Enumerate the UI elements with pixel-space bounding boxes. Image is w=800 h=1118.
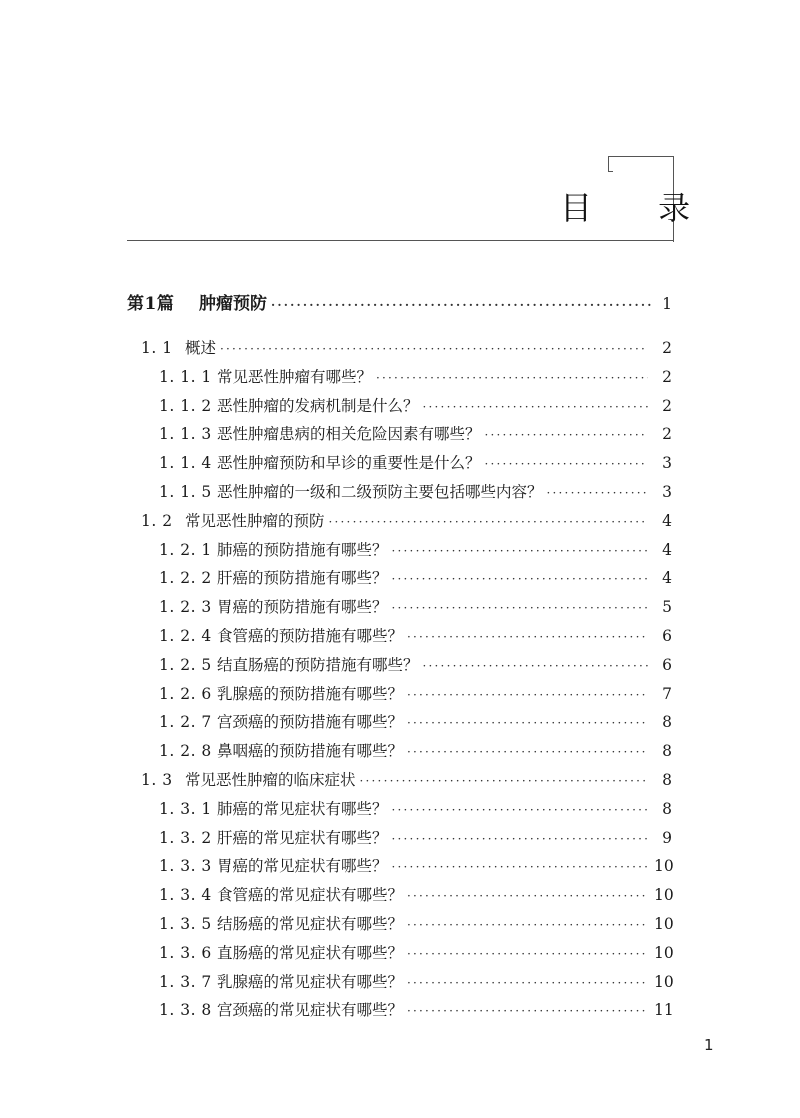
toc-entry-number: 1. 1. 4: [159, 454, 212, 472]
toc-page-number: 10: [654, 857, 674, 875]
toc-entry-label: 常见恶性肿瘤的预防: [185, 512, 325, 530]
toc-page-number: 4: [662, 569, 672, 587]
toc-part-label: 肿瘤预防: [199, 294, 267, 314]
toc-entry-label: 直肠癌的常见症状有哪些？: [217, 944, 404, 962]
toc-entry-number: 1. 3. 2: [159, 829, 212, 847]
toc-page-number: 6: [662, 656, 672, 674]
toc-entry-number: 1. 3. 3: [159, 857, 212, 875]
toc-entry-number: 1. 2. 4: [159, 627, 212, 645]
toc-leader-dots: [271, 293, 652, 317]
toc-subsection-entry[interactable]: [159, 480, 672, 504]
toc-leader-dots: [407, 740, 648, 764]
toc-leader-dots: [407, 884, 648, 908]
toc-page-number: 1: [662, 295, 672, 313]
toc-section-entry[interactable]: [141, 336, 672, 360]
toc-page-number: 4: [662, 512, 672, 530]
toc-entry-number: 1. 3. 6: [159, 944, 212, 962]
toc-entry-number: 1. 2. 2: [159, 569, 212, 587]
toc-subsection-entry[interactable]: [159, 826, 672, 850]
toc-entry-label: 结直肠癌的预防措施有哪些？: [217, 656, 419, 674]
toc-page-number: 2: [662, 368, 672, 386]
toc-page-number: 8: [662, 800, 672, 818]
toc-subsection-entry[interactable]: [159, 941, 672, 965]
toc-leader-dots: [392, 567, 648, 591]
toc-subsection-entry[interactable]: [159, 739, 672, 763]
toc-subsection-entry[interactable]: [159, 710, 672, 734]
toc-entry-label: 结肠癌的常见症状有哪些？: [217, 915, 404, 933]
toc-page-number: 7: [662, 685, 672, 703]
toc-leader-dots: [407, 683, 648, 707]
toc-entry-label: 恶性肿瘤的发病机制是什么？: [217, 397, 419, 415]
toc-page-number: 2: [662, 339, 672, 357]
toc-leader-dots: [407, 711, 648, 735]
toc-leader-dots: [392, 596, 648, 620]
toc-entry-label: 恶性肿瘤预防和早诊的重要性是什么？: [217, 454, 481, 472]
toc-entry-label: 常见恶性肿瘤有哪些？: [217, 368, 373, 386]
toc-entry-label: 食管癌的常见症状有哪些？: [217, 886, 404, 904]
toc-subsection-entry[interactable]: [159, 451, 672, 475]
toc-subsection-entry[interactable]: [159, 854, 672, 878]
toc-entry-label: 肝癌的常见症状有哪些？: [217, 829, 388, 847]
toc-leader-dots: [407, 625, 648, 649]
toc-page-number: 9: [662, 829, 672, 847]
toc-page-number: 10: [654, 973, 674, 991]
toc-entry-label: 乳腺癌的预防措施有哪些？: [217, 685, 404, 703]
title-frame-corner: [608, 156, 609, 172]
toc-entry-number: 1. 3. 5: [159, 915, 212, 933]
toc-entry-number: 1. 1. 2: [159, 397, 212, 415]
toc-subsection-entry[interactable]: [159, 998, 672, 1022]
toc-leader-dots: [407, 913, 648, 937]
title-frame-corner-mark: [608, 171, 613, 172]
toc-subsection-entry[interactable]: [159, 394, 672, 418]
toc-entry-number: 1. 1. 3: [159, 425, 212, 443]
toc-entry-label: 胃癌的常见症状有哪些？: [217, 857, 388, 875]
toc-page-number: 8: [662, 742, 672, 760]
toc-entry-number: 1. 2: [141, 512, 173, 530]
toc-page-number: 11: [654, 1001, 674, 1019]
toc-entry-label: 宫颈癌的预防措施有哪些？: [217, 713, 404, 731]
toc-subsection-entry[interactable]: [159, 883, 672, 907]
toc-entry-number: 1. 1. 5: [159, 483, 212, 501]
toc-entry-number: 1. 3. 7: [159, 973, 212, 991]
toc-entry-label: 恶性肿瘤患病的相关危险因素有哪些？: [217, 425, 481, 443]
toc-leader-dots: [392, 539, 648, 563]
toc-leader-dots: [392, 827, 648, 851]
toc-page-number: 2: [662, 425, 672, 443]
toc-leader-dots: [407, 999, 648, 1023]
page-folio: 1: [704, 1036, 714, 1054]
toc-entry-label: 常见恶性肿瘤的临床症状: [185, 771, 356, 789]
toc-subsection-entry[interactable]: [159, 912, 672, 936]
toc-entry-number: 1. 3. 1: [159, 800, 212, 818]
toc-entry-label: 乳腺癌的常见症状有哪些？: [217, 973, 404, 991]
toc-page-number: 3: [662, 454, 672, 472]
toc-leader-dots: [485, 452, 648, 476]
toc-page-number: 10: [654, 915, 674, 933]
toc-section-entry[interactable]: [141, 768, 672, 792]
toc-page-number: 5: [662, 598, 672, 616]
toc-entry-label: 鼻咽癌的预防措施有哪些？: [217, 742, 404, 760]
toc-entry-label: 概述: [185, 339, 217, 357]
toc-subsection-entry[interactable]: [159, 566, 672, 590]
toc-entry-number: 1. 3: [141, 771, 173, 789]
toc-leader-dots: [392, 855, 648, 879]
toc-subsection-entry[interactable]: [159, 422, 672, 446]
toc-subsection-entry[interactable]: [159, 797, 672, 821]
toc-entry-label: 胃癌的预防措施有哪些？: [217, 598, 388, 616]
toc-section-entry[interactable]: [141, 509, 672, 533]
toc-entry-number: 1. 2. 3: [159, 598, 212, 616]
toc-page-number: 10: [654, 944, 674, 962]
page-title: 目 录: [560, 189, 719, 227]
toc-entry-number: 1. 3. 4: [159, 886, 212, 904]
toc-leader-dots: [485, 423, 648, 447]
toc-leader-dots: [392, 798, 648, 822]
toc-leader-dots: [329, 510, 648, 534]
toc-leader-dots: [423, 654, 648, 678]
toc-entry-number: 1. 1. 1: [159, 368, 212, 386]
toc-entry-label: 恶性肿瘤的一级和二级预防主要包括哪些内容？: [217, 483, 543, 501]
toc-part-number: 第1篇: [127, 294, 175, 314]
toc-entry-label: 宫颈癌的常见症状有哪些？: [217, 1001, 404, 1019]
toc-entry-number: 1. 2. 8: [159, 742, 212, 760]
toc-entry-label: 肝癌的预防措施有哪些？: [217, 569, 388, 587]
toc-subsection-entry[interactable]: [159, 653, 672, 677]
toc-page-number: 8: [662, 713, 672, 731]
toc-page-number: 8: [662, 771, 672, 789]
toc-subsection-entry[interactable]: [159, 682, 672, 706]
toc-leader-dots: [407, 942, 648, 966]
toc-entry-number: 1. 2. 6: [159, 685, 212, 703]
toc-entry-label: 肺癌的常见症状有哪些？: [217, 800, 388, 818]
toc-subsection-entry[interactable]: [159, 365, 672, 389]
toc-entry-number: 1. 3. 8: [159, 1001, 212, 1019]
toc-subsection-entry[interactable]: [159, 595, 672, 619]
toc-part-heading[interactable]: [127, 292, 672, 316]
toc-leader-dots: [376, 366, 648, 390]
toc-leader-dots: [423, 395, 648, 419]
toc-page-number: 3: [662, 483, 672, 501]
toc-leader-dots: [547, 481, 648, 505]
toc-page-number: 2: [662, 397, 672, 415]
toc-entry-number: 1. 2. 7: [159, 713, 212, 731]
toc-entry-label: 肺癌的预防措施有哪些？: [217, 541, 388, 559]
toc-leader-dots: [407, 971, 648, 995]
toc-subsection-entry[interactable]: [159, 970, 672, 994]
toc-leader-dots: [220, 337, 648, 361]
toc-subsection-entry[interactable]: [159, 538, 672, 562]
toc-page-number: 6: [662, 627, 672, 645]
toc-entry-number: 1. 2. 5: [159, 656, 212, 674]
toc-subsection-entry[interactable]: [159, 624, 672, 648]
toc-page-number: 10: [654, 886, 674, 904]
toc-leader-dots: [360, 769, 648, 793]
toc-page-number: 4: [662, 541, 672, 559]
toc-entry-number: 1. 1: [141, 339, 173, 357]
toc-entry-label: 食管癌的预防措施有哪些？: [217, 627, 404, 645]
toc-entry-number: 1. 2. 1: [159, 541, 212, 559]
title-divider: [127, 240, 673, 241]
